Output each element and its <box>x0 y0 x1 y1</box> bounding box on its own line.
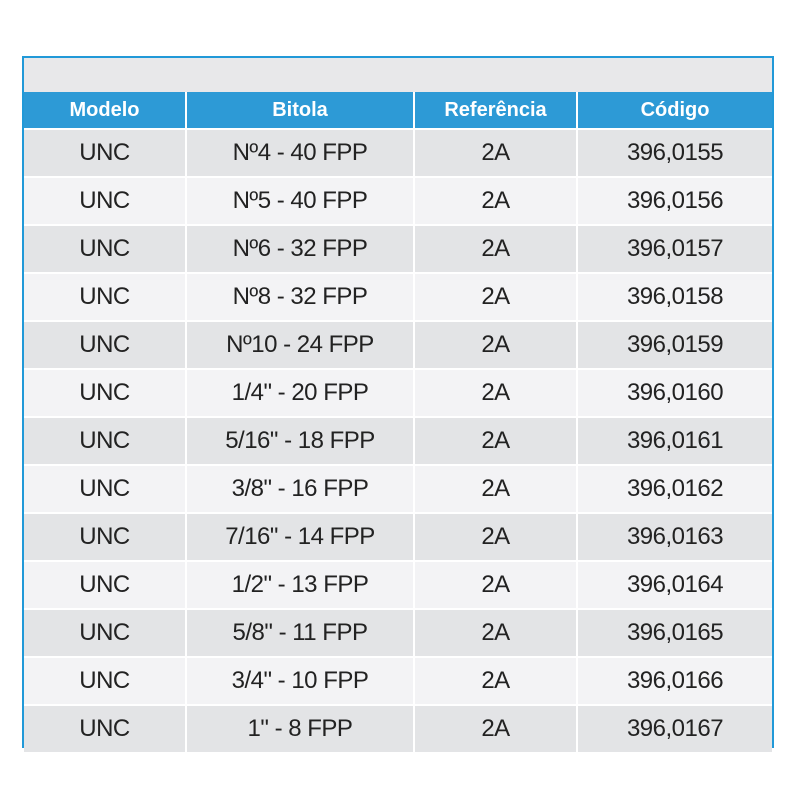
header-codigo: Código <box>577 92 772 129</box>
cell-modelo: UNC <box>24 417 186 465</box>
cell-referencia: 2A <box>414 609 577 657</box>
cell-bitola: 3/8" - 16 FPP <box>186 465 414 513</box>
cell-bitola: 1" - 8 FPP <box>186 705 414 752</box>
cell-bitola: 1/4" - 20 FPP <box>186 369 414 417</box>
cell-codigo: 396,0161 <box>577 417 772 465</box>
cell-modelo: UNC <box>24 129 186 177</box>
table-row <box>24 177 772 225</box>
cell-modelo: UNC <box>24 705 186 752</box>
cell-bitola: 5/16" - 18 FPP <box>186 417 414 465</box>
cell-codigo: 396,0163 <box>577 513 772 561</box>
cell-referencia: 2A <box>414 705 577 752</box>
cell-codigo: 396,0156 <box>577 177 772 225</box>
cell-modelo: UNC <box>24 369 186 417</box>
cell-codigo: 396,0157 <box>577 225 772 273</box>
cell-modelo: UNC <box>24 465 186 513</box>
table-row <box>24 513 772 561</box>
table-header <box>24 92 772 129</box>
cell-codigo: 396,0160 <box>577 369 772 417</box>
cell-codigo: 396,0155 <box>577 129 772 177</box>
cell-modelo: UNC <box>24 273 186 321</box>
table-top-band <box>24 58 772 92</box>
cell-referencia: 2A <box>414 129 577 177</box>
cell-referencia: 2A <box>414 513 577 561</box>
header-referencia: Referência <box>414 92 577 129</box>
table-row <box>24 609 772 657</box>
cell-referencia: 2A <box>414 417 577 465</box>
cell-bitola: Nº8 - 32 FPP <box>186 273 414 321</box>
table-row <box>24 465 772 513</box>
table-row <box>24 129 772 177</box>
cell-codigo: 396,0159 <box>577 321 772 369</box>
cell-modelo: UNC <box>24 657 186 705</box>
spec-table <box>24 92 772 752</box>
cell-codigo: 396,0158 <box>577 273 772 321</box>
cell-bitola: Nº6 - 32 FPP <box>186 225 414 273</box>
cell-bitola: Nº10 - 24 FPP <box>186 321 414 369</box>
cell-codigo: 396,0166 <box>577 657 772 705</box>
table-row <box>24 321 772 369</box>
table-row <box>24 369 772 417</box>
header-row <box>24 92 772 129</box>
cell-referencia: 2A <box>414 321 577 369</box>
cell-bitola: 1/2" - 13 FPP <box>186 561 414 609</box>
table-row <box>24 273 772 321</box>
cell-bitola: 7/16" - 14 FPP <box>186 513 414 561</box>
cell-codigo: 396,0167 <box>577 705 772 752</box>
cell-referencia: 2A <box>414 561 577 609</box>
table-row <box>24 561 772 609</box>
cell-codigo: 396,0164 <box>577 561 772 609</box>
cell-referencia: 2A <box>414 465 577 513</box>
table-row <box>24 705 772 752</box>
cell-referencia: 2A <box>414 225 577 273</box>
cell-bitola: 5/8" - 11 FPP <box>186 609 414 657</box>
cell-referencia: 2A <box>414 177 577 225</box>
cell-referencia: 2A <box>414 369 577 417</box>
cell-codigo: 396,0165 <box>577 609 772 657</box>
table-row <box>24 225 772 273</box>
cell-modelo: UNC <box>24 177 186 225</box>
table-row <box>24 657 772 705</box>
cell-codigo: 396,0162 <box>577 465 772 513</box>
cell-modelo: UNC <box>24 609 186 657</box>
cell-modelo: UNC <box>24 513 186 561</box>
cell-modelo: UNC <box>24 561 186 609</box>
header-modelo: Modelo <box>24 92 186 129</box>
cell-modelo: UNC <box>24 225 186 273</box>
cell-referencia: 2A <box>414 657 577 705</box>
cell-referencia: 2A <box>414 273 577 321</box>
cell-bitola: Nº4 - 40 FPP <box>186 129 414 177</box>
cell-modelo: UNC <box>24 321 186 369</box>
spec-table-frame <box>22 56 774 748</box>
cell-bitola: Nº5 - 40 FPP <box>186 177 414 225</box>
table-row <box>24 417 772 465</box>
cell-bitola: 3/4" - 10 FPP <box>186 657 414 705</box>
header-bitola: Bitola <box>186 92 414 129</box>
table-body <box>24 129 772 752</box>
